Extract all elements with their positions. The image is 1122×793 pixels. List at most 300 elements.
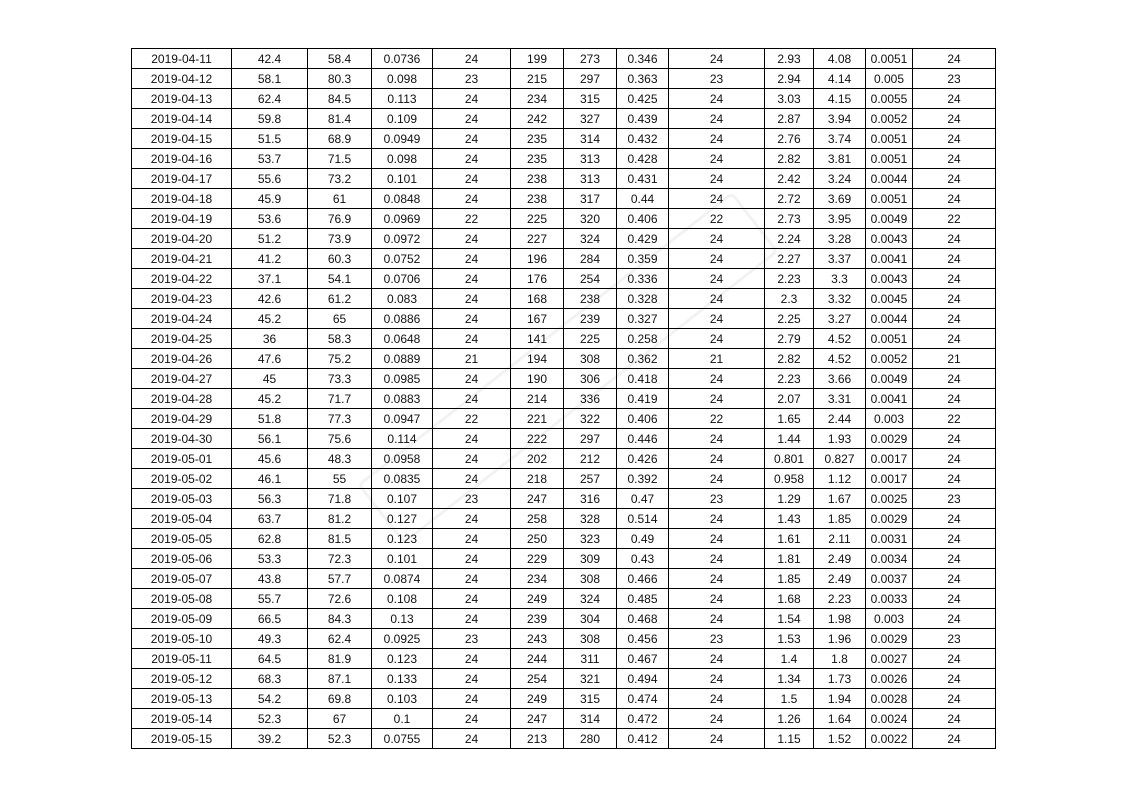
table-row xyxy=(132,249,996,269)
value-cell: 1.34 xyxy=(765,669,814,689)
value-cell: 45.2 xyxy=(232,389,308,409)
value-cell: 62.4 xyxy=(308,629,372,649)
value-cell: 323 xyxy=(564,529,617,549)
value-cell: 1.81 xyxy=(765,549,814,569)
value-cell: 68.9 xyxy=(308,129,372,149)
value-cell: 0.467 xyxy=(617,649,669,669)
value-cell: 222 xyxy=(511,429,564,449)
date-cell: 2019-05-01 xyxy=(132,449,232,469)
table-row xyxy=(132,369,996,389)
date-cell: 2019-04-25 xyxy=(132,329,232,349)
value-cell: 0.0025 xyxy=(866,489,913,509)
value-cell: 297 xyxy=(564,69,617,89)
date-cell: 2019-05-15 xyxy=(132,729,232,749)
value-cell: 0.003 xyxy=(866,409,913,429)
date-cell: 2019-05-14 xyxy=(132,709,232,729)
value-cell: 0.336 xyxy=(617,269,669,289)
value-cell: 3.74 xyxy=(814,129,866,149)
value-cell: 46.1 xyxy=(232,469,308,489)
value-cell: 24 xyxy=(669,569,765,589)
value-cell: 324 xyxy=(564,589,617,609)
value-cell: 2.82 xyxy=(765,149,814,169)
value-cell: 24 xyxy=(669,289,765,309)
value-cell: 73.2 xyxy=(308,169,372,189)
value-cell: 0.406 xyxy=(617,209,669,229)
date-cell: 2019-04-20 xyxy=(132,229,232,249)
date-cell: 2019-04-12 xyxy=(132,69,232,89)
value-cell: 212 xyxy=(564,449,617,469)
value-cell: 320 xyxy=(564,209,617,229)
value-cell: 0.363 xyxy=(617,69,669,89)
date-cell: 2019-04-18 xyxy=(132,189,232,209)
table-row xyxy=(132,629,996,649)
value-cell: 0.113 xyxy=(372,89,433,109)
value-cell: 61.2 xyxy=(308,289,372,309)
value-cell: 55.7 xyxy=(232,589,308,609)
value-cell: 24 xyxy=(433,509,511,529)
value-cell: 24 xyxy=(669,269,765,289)
value-cell: 327 xyxy=(564,109,617,129)
value-cell: 141 xyxy=(511,329,564,349)
value-cell: 0.13 xyxy=(372,609,433,629)
value-cell: 0.472 xyxy=(617,709,669,729)
value-cell: 215 xyxy=(511,69,564,89)
table-row xyxy=(132,69,996,89)
value-cell: 23 xyxy=(669,69,765,89)
value-cell: 0.429 xyxy=(617,229,669,249)
table-row xyxy=(132,189,996,209)
value-cell: 24 xyxy=(669,89,765,109)
value-cell: 0.0017 xyxy=(866,469,913,489)
value-cell: 273 xyxy=(564,49,617,69)
table-row xyxy=(132,549,996,569)
value-cell: 24 xyxy=(913,229,996,249)
date-cell: 2019-05-11 xyxy=(132,649,232,669)
value-cell: 3.03 xyxy=(765,89,814,109)
value-cell: 1.4 xyxy=(765,649,814,669)
value-cell: 73.3 xyxy=(308,369,372,389)
value-cell: 24 xyxy=(913,49,996,69)
value-cell: 0.0034 xyxy=(866,549,913,569)
date-cell: 2019-04-24 xyxy=(132,309,232,329)
value-cell: 4.52 xyxy=(814,329,866,349)
value-cell: 2.23 xyxy=(765,269,814,289)
value-cell: 0.0886 xyxy=(372,309,433,329)
value-cell: 336 xyxy=(564,389,617,409)
value-cell: 229 xyxy=(511,549,564,569)
value-cell: 2.3 xyxy=(765,289,814,309)
value-cell: 24 xyxy=(433,89,511,109)
value-cell: 54.2 xyxy=(232,689,308,709)
value-cell: 0.109 xyxy=(372,109,433,129)
value-cell: 3.32 xyxy=(814,289,866,309)
value-cell: 24 xyxy=(913,309,996,329)
table-row xyxy=(132,709,996,729)
table-row xyxy=(132,489,996,509)
value-cell: 24 xyxy=(433,269,511,289)
value-cell: 45.2 xyxy=(232,309,308,329)
value-cell: 2.11 xyxy=(814,529,866,549)
value-cell: 24 xyxy=(913,369,996,389)
table-row xyxy=(132,409,996,429)
value-cell: 190 xyxy=(511,369,564,389)
value-cell: 68.3 xyxy=(232,669,308,689)
data-table xyxy=(131,48,996,749)
value-cell: 0.0958 xyxy=(372,449,433,469)
value-cell: 3.37 xyxy=(814,249,866,269)
value-cell: 81.5 xyxy=(308,529,372,549)
value-cell: 22 xyxy=(913,409,996,429)
value-cell: 257 xyxy=(564,469,617,489)
date-cell: 2019-04-30 xyxy=(132,429,232,449)
value-cell: 22 xyxy=(433,409,511,429)
value-cell: 42.4 xyxy=(232,49,308,69)
value-cell: 0.0835 xyxy=(372,469,433,489)
table-row xyxy=(132,469,996,489)
date-cell: 2019-04-11 xyxy=(132,49,232,69)
value-cell: 2.23 xyxy=(814,589,866,609)
value-cell: 247 xyxy=(511,489,564,509)
value-cell: 2.24 xyxy=(765,229,814,249)
value-cell: 24 xyxy=(669,429,765,449)
value-cell: 75.6 xyxy=(308,429,372,449)
value-cell: 2.93 xyxy=(765,49,814,69)
value-cell: 24 xyxy=(433,449,511,469)
value-cell: 0.098 xyxy=(372,69,433,89)
date-cell: 2019-05-04 xyxy=(132,509,232,529)
table-row xyxy=(132,149,996,169)
value-cell: 0.0889 xyxy=(372,349,433,369)
value-cell: 1.54 xyxy=(765,609,814,629)
value-cell: 24 xyxy=(669,709,765,729)
value-cell: 65 xyxy=(308,309,372,329)
value-cell: 0.801 xyxy=(765,449,814,469)
value-cell: 24 xyxy=(669,689,765,709)
table-row xyxy=(132,329,996,349)
value-cell: 24 xyxy=(913,269,996,289)
value-cell: 324 xyxy=(564,229,617,249)
value-cell: 2.23 xyxy=(765,369,814,389)
value-cell: 0.0706 xyxy=(372,269,433,289)
value-cell: 0.0051 xyxy=(866,129,913,149)
value-cell: 1.61 xyxy=(765,529,814,549)
value-cell: 81.2 xyxy=(308,509,372,529)
date-cell: 2019-05-05 xyxy=(132,529,232,549)
date-cell: 2019-05-10 xyxy=(132,629,232,649)
value-cell: 67 xyxy=(308,709,372,729)
value-cell: 81.9 xyxy=(308,649,372,669)
value-cell: 24 xyxy=(433,149,511,169)
value-cell: 0.0051 xyxy=(866,329,913,349)
value-cell: 24 xyxy=(433,189,511,209)
date-cell: 2019-04-26 xyxy=(132,349,232,369)
value-cell: 23 xyxy=(433,69,511,89)
value-cell: 51.2 xyxy=(232,229,308,249)
value-cell: 3.66 xyxy=(814,369,866,389)
value-cell: 24 xyxy=(669,249,765,269)
value-cell: 22 xyxy=(669,209,765,229)
value-cell: 24 xyxy=(913,289,996,309)
value-cell: 58.4 xyxy=(308,49,372,69)
value-cell: 297 xyxy=(564,429,617,449)
value-cell: 2.72 xyxy=(765,189,814,209)
value-cell: 0.44 xyxy=(617,189,669,209)
value-cell: 72.3 xyxy=(308,549,372,569)
value-cell: 24 xyxy=(913,709,996,729)
value-cell: 0.083 xyxy=(372,289,433,309)
value-cell: 214 xyxy=(511,389,564,409)
value-cell: 0.0037 xyxy=(866,569,913,589)
value-cell: 0.1 xyxy=(372,709,433,729)
value-cell: 0.0051 xyxy=(866,149,913,169)
value-cell: 0.0028 xyxy=(866,689,913,709)
value-cell: 3.3 xyxy=(814,269,866,289)
value-cell: 22 xyxy=(913,209,996,229)
value-cell: 176 xyxy=(511,269,564,289)
value-cell: 39.2 xyxy=(232,729,308,749)
value-cell: 313 xyxy=(564,149,617,169)
value-cell: 24 xyxy=(433,429,511,449)
value-cell: 0.0925 xyxy=(372,629,433,649)
value-cell: 53.7 xyxy=(232,149,308,169)
value-cell: 0.426 xyxy=(617,449,669,469)
value-cell: 0.003 xyxy=(866,609,913,629)
value-cell: 81.4 xyxy=(308,109,372,129)
value-cell: 306 xyxy=(564,369,617,389)
value-cell: 0.494 xyxy=(617,669,669,689)
value-cell: 0.0874 xyxy=(372,569,433,589)
value-cell: 0.432 xyxy=(617,129,669,149)
value-cell: 315 xyxy=(564,89,617,109)
value-cell: 1.26 xyxy=(765,709,814,729)
value-cell: 0.958 xyxy=(765,469,814,489)
value-cell: 0.0947 xyxy=(372,409,433,429)
value-cell: 53.3 xyxy=(232,549,308,569)
value-cell: 71.8 xyxy=(308,489,372,509)
value-cell: 0.0049 xyxy=(866,369,913,389)
value-cell: 0.392 xyxy=(617,469,669,489)
value-cell: 2.27 xyxy=(765,249,814,269)
date-cell: 2019-05-12 xyxy=(132,669,232,689)
value-cell: 24 xyxy=(433,609,511,629)
value-cell: 0.362 xyxy=(617,349,669,369)
value-cell: 24 xyxy=(913,609,996,629)
value-cell: 24 xyxy=(913,729,996,749)
value-cell: 24 xyxy=(669,449,765,469)
value-cell: 254 xyxy=(564,269,617,289)
value-cell: 0.328 xyxy=(617,289,669,309)
value-cell: 0.005 xyxy=(866,69,913,89)
value-cell: 37.1 xyxy=(232,269,308,289)
value-cell: 1.12 xyxy=(814,469,866,489)
value-cell: 3.27 xyxy=(814,309,866,329)
table-row xyxy=(132,209,996,229)
value-cell: 314 xyxy=(564,129,617,149)
value-cell: 314 xyxy=(564,709,617,729)
value-cell: 250 xyxy=(511,529,564,549)
value-cell: 24 xyxy=(669,329,765,349)
value-cell: 3.94 xyxy=(814,109,866,129)
value-cell: 24 xyxy=(913,569,996,589)
value-cell: 1.94 xyxy=(814,689,866,709)
table-row xyxy=(132,89,996,109)
value-cell: 0.108 xyxy=(372,589,433,609)
value-cell: 2.44 xyxy=(814,409,866,429)
value-cell: 24 xyxy=(913,509,996,529)
table-row xyxy=(132,309,996,329)
value-cell: 308 xyxy=(564,569,617,589)
value-cell: 24 xyxy=(669,149,765,169)
value-cell: 2.25 xyxy=(765,309,814,329)
value-cell: 24 xyxy=(913,89,996,109)
value-cell: 58.3 xyxy=(308,329,372,349)
value-cell: 23 xyxy=(669,629,765,649)
date-cell: 2019-04-17 xyxy=(132,169,232,189)
value-cell: 0.0755 xyxy=(372,729,433,749)
date-cell: 2019-04-27 xyxy=(132,369,232,389)
value-cell: 54.1 xyxy=(308,269,372,289)
value-cell: 0.103 xyxy=(372,689,433,709)
value-cell: 24 xyxy=(913,129,996,149)
value-cell: 0.47 xyxy=(617,489,669,509)
value-cell: 24 xyxy=(433,569,511,589)
table-body xyxy=(132,49,996,749)
date-cell: 2019-04-22 xyxy=(132,269,232,289)
table-row xyxy=(132,569,996,589)
value-cell: 24 xyxy=(669,509,765,529)
value-cell: 2.49 xyxy=(814,549,866,569)
value-cell: 24 xyxy=(913,429,996,449)
value-cell: 2.73 xyxy=(765,209,814,229)
value-cell: 53.6 xyxy=(232,209,308,229)
value-cell: 80.3 xyxy=(308,69,372,89)
value-cell: 24 xyxy=(669,189,765,209)
value-cell: 47.6 xyxy=(232,349,308,369)
value-cell: 0.468 xyxy=(617,609,669,629)
value-cell: 24 xyxy=(913,689,996,709)
value-cell: 24 xyxy=(433,129,511,149)
date-cell: 2019-04-14 xyxy=(132,109,232,129)
value-cell: 213 xyxy=(511,729,564,749)
value-cell: 304 xyxy=(564,609,617,629)
value-cell: 235 xyxy=(511,149,564,169)
value-cell: 1.64 xyxy=(814,709,866,729)
value-cell: 239 xyxy=(564,309,617,329)
date-cell: 2019-05-07 xyxy=(132,569,232,589)
value-cell: 0.0985 xyxy=(372,369,433,389)
table-row xyxy=(132,729,996,749)
value-cell: 1.15 xyxy=(765,729,814,749)
value-cell: 24 xyxy=(913,149,996,169)
value-cell: 51.8 xyxy=(232,409,308,429)
table-row xyxy=(132,429,996,449)
table-row xyxy=(132,609,996,629)
value-cell: 3.69 xyxy=(814,189,866,209)
value-cell: 0.123 xyxy=(372,529,433,549)
value-cell: 0.101 xyxy=(372,549,433,569)
value-cell: 0.0972 xyxy=(372,229,433,249)
value-cell: 309 xyxy=(564,549,617,569)
date-cell: 2019-04-29 xyxy=(132,409,232,429)
value-cell: 62.8 xyxy=(232,529,308,549)
value-cell: 24 xyxy=(669,729,765,749)
value-cell: 24 xyxy=(913,649,996,669)
value-cell: 0.514 xyxy=(617,509,669,529)
value-cell: 0.43 xyxy=(617,549,669,569)
value-cell: 24 xyxy=(433,109,511,129)
value-cell: 239 xyxy=(511,609,564,629)
value-cell: 23 xyxy=(913,69,996,89)
value-cell: 24 xyxy=(669,169,765,189)
value-cell: 24 xyxy=(669,309,765,329)
value-cell: 1.98 xyxy=(814,609,866,629)
value-cell: 0.0024 xyxy=(866,709,913,729)
date-cell: 2019-04-15 xyxy=(132,129,232,149)
date-cell: 2019-04-19 xyxy=(132,209,232,229)
value-cell: 0.456 xyxy=(617,629,669,649)
value-cell: 84.5 xyxy=(308,89,372,109)
value-cell: 315 xyxy=(564,689,617,709)
value-cell: 168 xyxy=(511,289,564,309)
value-cell: 0.0049 xyxy=(866,209,913,229)
value-cell: 0.474 xyxy=(617,689,669,709)
value-cell: 63.7 xyxy=(232,509,308,529)
value-cell: 56.1 xyxy=(232,429,308,449)
value-cell: 24 xyxy=(669,49,765,69)
value-cell: 0.412 xyxy=(617,729,669,749)
value-cell: 196 xyxy=(511,249,564,269)
value-cell: 24 xyxy=(433,289,511,309)
value-cell: 24 xyxy=(669,389,765,409)
value-cell: 0.327 xyxy=(617,309,669,329)
value-cell: 58.1 xyxy=(232,69,308,89)
table-row xyxy=(132,229,996,249)
value-cell: 24 xyxy=(669,129,765,149)
value-cell: 167 xyxy=(511,309,564,329)
value-cell: 317 xyxy=(564,189,617,209)
value-cell: 24 xyxy=(669,589,765,609)
value-cell: 24 xyxy=(433,729,511,749)
value-cell: 24 xyxy=(913,469,996,489)
value-cell: 24 xyxy=(669,229,765,249)
value-cell: 0.439 xyxy=(617,109,669,129)
value-cell: 52.3 xyxy=(232,709,308,729)
value-cell: 0.425 xyxy=(617,89,669,109)
value-cell: 280 xyxy=(564,729,617,749)
value-cell: 0.101 xyxy=(372,169,433,189)
value-cell: 24 xyxy=(913,669,996,689)
value-cell: 238 xyxy=(564,289,617,309)
value-cell: 1.67 xyxy=(814,489,866,509)
table-row xyxy=(132,169,996,189)
value-cell: 1.93 xyxy=(814,429,866,449)
value-cell: 23 xyxy=(913,629,996,649)
value-cell: 41.2 xyxy=(232,249,308,269)
table-row xyxy=(132,109,996,129)
value-cell: 1.96 xyxy=(814,629,866,649)
value-cell: 249 xyxy=(511,689,564,709)
value-cell: 22 xyxy=(433,209,511,229)
value-cell: 0.406 xyxy=(617,409,669,429)
value-cell: 24 xyxy=(669,529,765,549)
value-cell: 24 xyxy=(913,529,996,549)
value-cell: 23 xyxy=(669,489,765,509)
value-cell: 0.446 xyxy=(617,429,669,449)
value-cell: 23 xyxy=(433,629,511,649)
value-cell: 0.419 xyxy=(617,389,669,409)
value-cell: 0.0029 xyxy=(866,429,913,449)
value-cell: 1.5 xyxy=(765,689,814,709)
